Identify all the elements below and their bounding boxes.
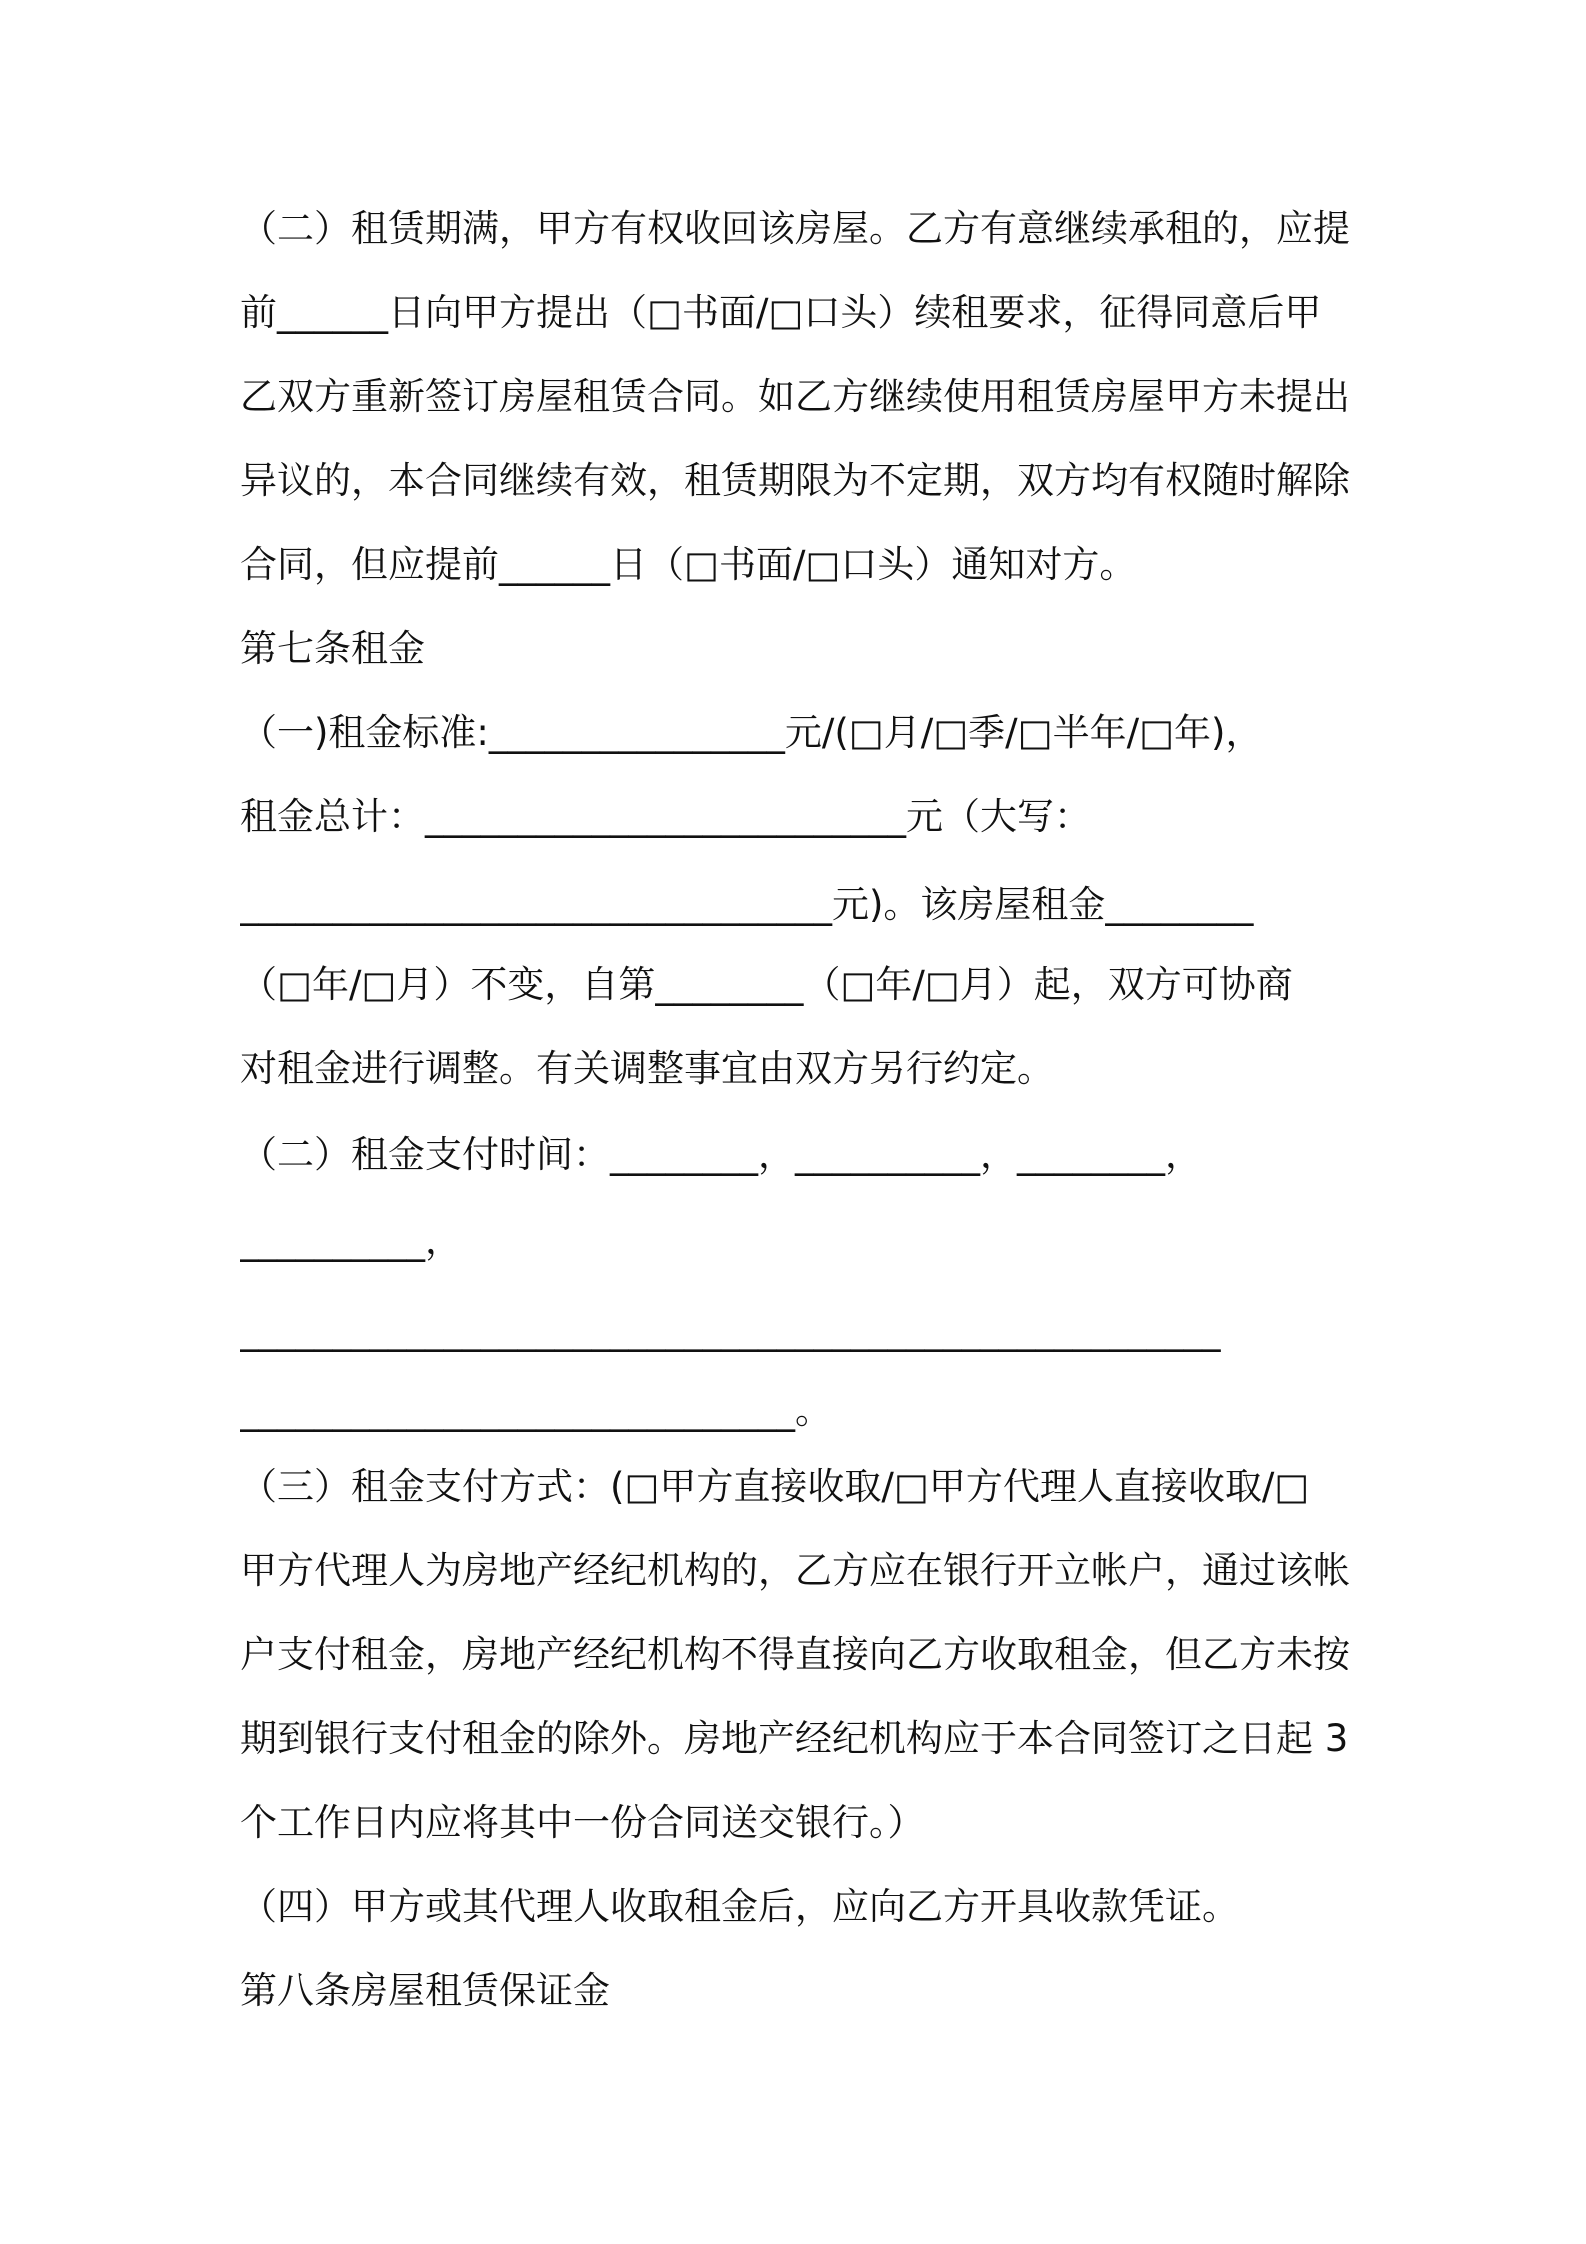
paragraph-line: 前______日向甲方提出（□书面/□口头）续租要求，征得同意后甲 <box>240 291 1322 334</box>
paragraph-line: 期到银行支付租金的除外。房地产经纪机构应于本合同签订之日起 3 <box>240 1717 1349 1760</box>
paragraph-line: （二）租赁期满，甲方有权收回该房屋。乙方有意继续承租的，应提 <box>240 207 1350 250</box>
paragraph-line: 乙双方重新签订房屋租赁合同。如乙方继续使用租赁房屋甲方未提出 <box>240 375 1350 418</box>
paragraph-line: 对租金进行调整。有关调整事宜由双方另行约定。 <box>240 1047 1054 1090</box>
paragraph-line: 个工作日内应将其中一份合同送交银行。） <box>240 1801 925 1844</box>
paragraph-line: __________， <box>240 1219 462 1262</box>
paragraph-line: 户支付租金，房地产经纪机构不得直接向乙方收取租金，但乙方未按 <box>240 1633 1350 1676</box>
paragraph-line: ________________________________元)。该房屋租金________ <box>240 883 1254 926</box>
section-heading: 第八条房屋租赁保证金 <box>240 1969 610 2012</box>
paragraph-line: （□年/□月）不变，自第________（□年/□月）起，双方可协商 <box>240 963 1293 1006</box>
section-heading: 第七条租金 <box>240 627 425 670</box>
paragraph-line: 租金总计：__________________________元（大写： <box>240 795 1091 838</box>
paragraph-line: （二）租金支付时间：________，__________，________， <box>240 1133 1202 1176</box>
paragraph-line: 合同，但应提前______日（□书面/□口头）通知对方。 <box>240 543 1137 586</box>
paragraph-line: ______________________________。 <box>240 1389 832 1432</box>
paragraph-line: 甲方代理人为房地产经纪机构的，乙方应在银行开立帐户，通过该帐 <box>240 1549 1350 1592</box>
paragraph-line: （三）租金支付方式：(□甲方直接收取/□甲方代理人直接收取/□ <box>240 1465 1310 1508</box>
paragraph-line: （一)租金标准:________________元/(□月/□季/□半年/□年)， <box>240 711 1263 754</box>
paragraph-line: _____________________________________________________ <box>240 1309 1221 1352</box>
paragraph-line: （四）甲方或其代理人收取租金后，应向乙方开具收款凭证。 <box>240 1885 1239 1928</box>
paragraph-line: 异议的，本合同继续有效，租赁期限为不定期，双方均有权随时解除 <box>240 459 1350 502</box>
